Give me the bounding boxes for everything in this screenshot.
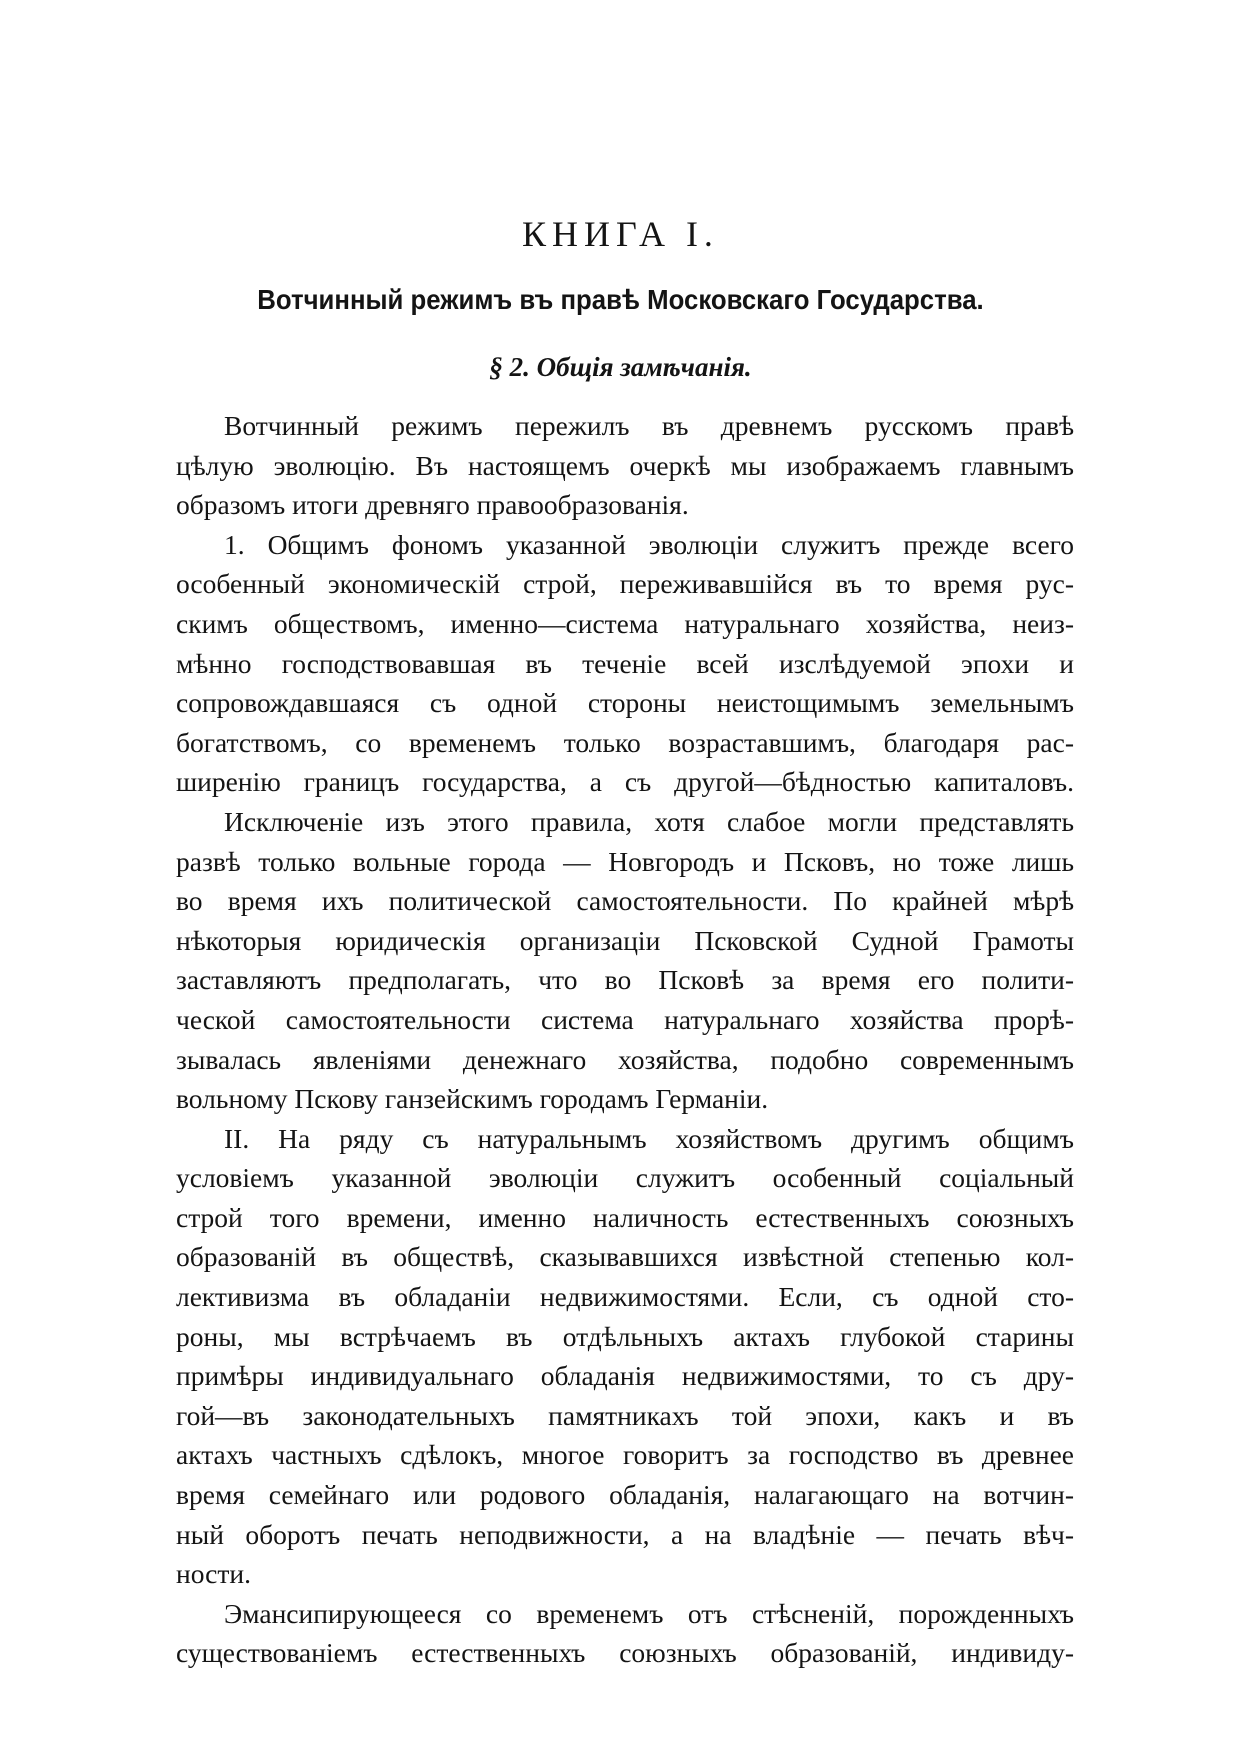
text-line: роны, мы встрѣчаемъ въ отдѣльныхъ актахъ глубокой старины <box>176 1320 1074 1352</box>
text-line: ширенію границъ государства, а съ другой—бѣдностью капиталовъ. <box>176 766 1074 798</box>
text-line: существованіемъ естественныхъ союзныхъ образованій, индивиду- <box>176 1637 1074 1669</box>
body-text <box>176 406 1074 1673</box>
text-line: зывалась явленіями денежнаго хозяйства, подобно современнымъ <box>176 1043 1074 1075</box>
text-line: примѣры индивидуальнаго обладанія недвижимостями, то съ дру- <box>176 1360 1074 1392</box>
text-line: условіемъ указанной эволюціи служитъ особенный соціальный <box>176 1162 1074 1194</box>
text-line: сопровождавшаяся съ одной стороны неистощимымъ земельнымъ <box>176 687 1074 719</box>
text-line: мѣнно господствовавшая въ теченіе всей изслѣдуемой эпохи и <box>176 647 1074 679</box>
text-line: лективизма въ обладаніи недвижимостями. Если, съ одной сто- <box>176 1281 1074 1313</box>
text-line: богатствомъ, со временемъ только возраставшимъ, благодаря рас- <box>176 726 1074 758</box>
text-line: развѣ только вольные города — Новгородъ и Псковъ, но тоже лишь <box>176 845 1074 877</box>
text-line: скимъ обществомъ, именно—система натуральнаго хозяйства, неиз- <box>176 607 1074 639</box>
book-title: КНИГА I. <box>522 214 719 254</box>
text-line: особенный экономическій строй, переживавшійся въ то время рус- <box>176 568 1074 600</box>
text-line: гой—въ законодательныхъ памятникахъ той эпохи, какъ и въ <box>176 1399 1074 1431</box>
text-line: ности. <box>176 1558 251 1590</box>
text-line: образованій въ обществѣ, сказывавшихся извѣстной степенью кол- <box>176 1241 1074 1273</box>
text-line: вольному Пскову ганзейскимъ городамъ Германіи. <box>176 1083 769 1115</box>
text-line: 1. Общимъ фономъ указанной эволюціи служитъ прежде всего <box>224 528 1074 560</box>
text-line: образомъ итоги древняго правообразованія. <box>176 489 689 521</box>
section-title: § 2. Общія замѣчанія. <box>489 352 752 382</box>
text-line: II. На ряду съ натуральнымъ хозяйствомъ другимъ общимъ <box>224 1122 1074 1154</box>
text-line: Вотчинный режимъ пережилъ въ древнемъ русскомъ правѣ <box>224 410 1074 441</box>
text-line: время семейнаго или родового обладанія, налагающаго на вотчин- <box>176 1479 1074 1511</box>
text-line: цѣлую эволюцію. Въ настоящемъ очеркѣ мы изображаемъ главнымъ <box>176 449 1074 481</box>
text-line: заставляютъ предполагать, что во Псковѣ за время его полити- <box>176 964 1074 996</box>
text-line: строй того времени, именно наличность естественныхъ союзныхъ <box>176 1201 1074 1233</box>
book-subtitle: Вотчинный режимъ въ правѣ Московскаго Государства. <box>257 284 984 315</box>
text-line: актахъ частныхъ сдѣлокъ, многое говоритъ за господство въ древнее <box>176 1439 1074 1471</box>
text-line: ческой самостоятельности система натуральнаго хозяйства прорѣ- <box>176 1003 1074 1035</box>
text-line: Исключеніе изъ этого правила, хотя слабое могли представлять <box>224 805 1074 837</box>
text-line: нѣкоторыя юридическія организаціи Псковской Судной Грамоты <box>176 924 1074 956</box>
text-line: Эмансипирующееся со временемъ отъ стѣсненій, порожденныхъ <box>224 1597 1074 1629</box>
text-line: ный оборотъ печать неподвижности, а на владѣніе — печать вѣч- <box>176 1518 1074 1550</box>
text-line: во время ихъ политической самостоятельности. По крайней мѣрѣ <box>176 885 1074 917</box>
